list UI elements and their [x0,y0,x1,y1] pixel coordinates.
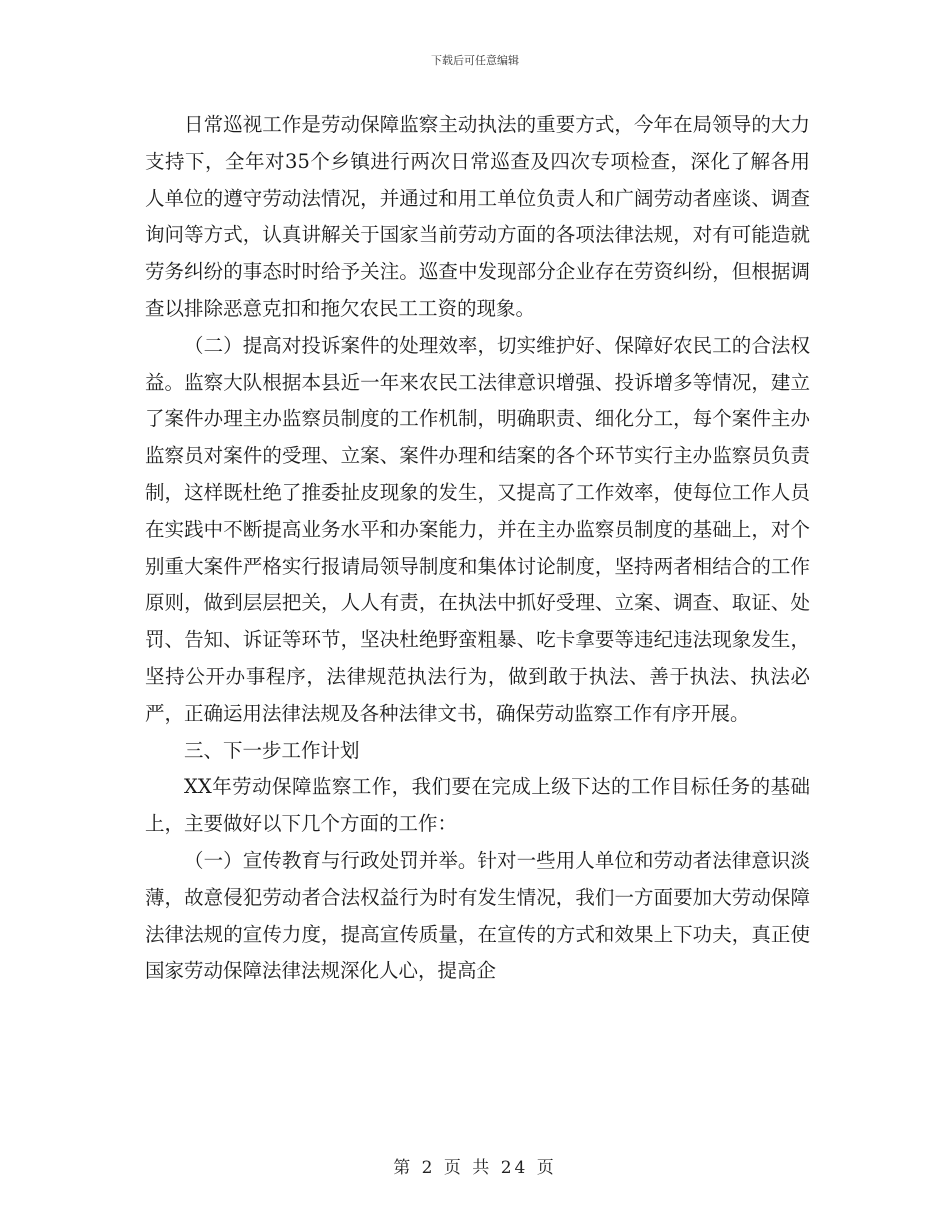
paragraph-complaint-efficiency: （二）提高对投诉案件的处理效率，切实维护好、保障好农民工的合法权益。监察大队根据本县近一年来农民工法律意识增强、投诉增多等情况，建立了案件办理主办监察员制度的工作机制，明确职责、细化分工，每个案件主办监察员对案件的受理、立案、案件办理和结案的各个环节实行主办监察员负责制，这样既杜绝了推委扯皮现象的发生，又提高了工作效率，使每位工作人员在实践中不断提高业务水平和办案能力，并在主办监察员制度的基础上，对个别重大案件严格实行报请局领导制度和集体讨论制度，坚持两者相结合的工作原则，做到层层把关，人人有责，在执法中抓好受理、立案、调查、取证、处罚、告知、诉证等环节，坚决杜绝野蛮粗暴、吃卡拿要等违纪违法现象发生，坚持公开办事程序，法律规范执法行为，做到敢于执法、善于执法、执法必严，正确运用法律法规及各种法律文书，确保劳动监察工作有序开展。 [145,333,810,725]
paragraph-daily-inspection: 日常巡视工作是劳动保障监察主动执法的重要方式，今年在局领导的大力支持下，全年对35个乡镇进行两次日常巡查及四次专项检查，深化了解各用人单位的遵守劳动法情况，并通过和用工单位负责人和广阔劳动者座谈、调查询问等方式，认真讲解关于国家当前劳动方面的各项法律法规，对有可能造就劳务纠纷的事态时时给予关注。巡查中发现部分企业存在劳资纠纷，但根据调查以排除恶意克扣和拖欠农民工工资的现象。 [145,113,810,320]
paragraph-next-year-goals: XX年劳动保障监察工作，我们要在完成上级下达的工作目标任务的基础上，主要做好以下几个方面的工作： [145,775,810,836]
page-header: 下载后可任意编辑 [431,54,519,67]
paragraph-education-and-penalty: （一）宣传教育与行政处罚并举。针对一些用人单位和劳动者法律意识淡薄，故意侵犯劳动者合法权益行为时有发生情况，我们一方面要加大劳动保障法律法规的宣传力度，提高宣传质量，在宣传的方式和效果上下功夫，真正使国家劳动保障法律法规深化人心，提高企 [145,848,810,983]
section-heading-next-plan: 三、下一步工作计划 [184,738,360,762]
page-number-footer: 第 2 页 共 24 页 [393,1158,557,1178]
document-body [145,107,810,990]
